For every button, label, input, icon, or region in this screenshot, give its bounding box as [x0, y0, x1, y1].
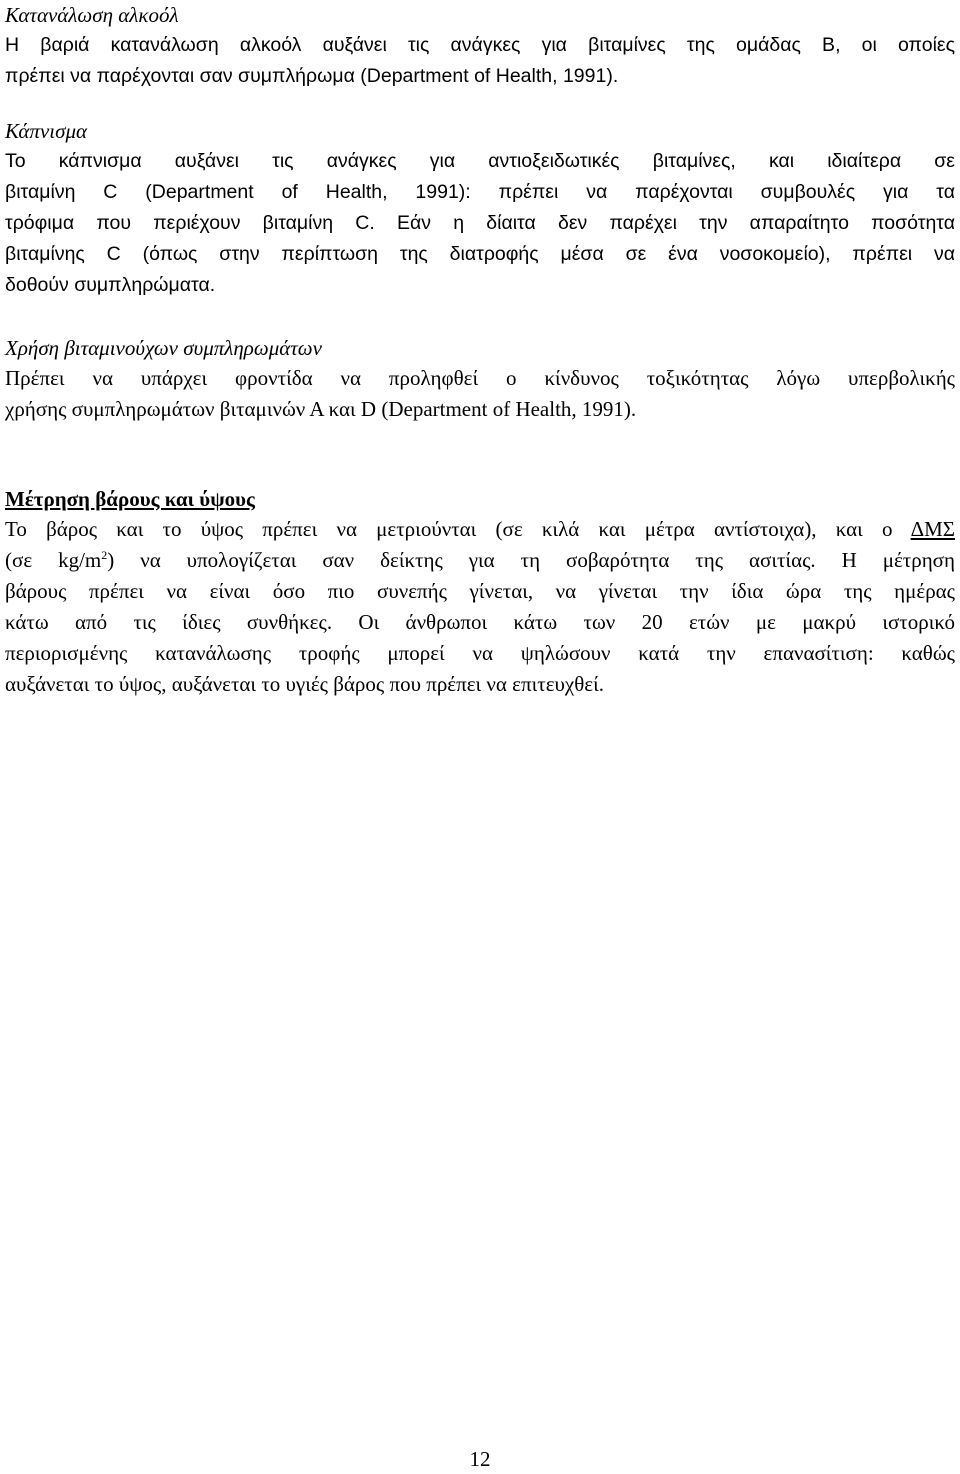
supplements-line-1: Πρέπει να υπάρχει φροντίδα να προληφθεί ο κίνδυνος τοξικότητας λόγω υπερβολικής: [5, 366, 955, 390]
superscript-2: 2: [101, 548, 108, 562]
weight-height-line-2-suffix: ) να υπολογίζεται σαν δείκτης για τη σοβαρότητα της ασιτίας. Η μέτρηση: [107, 548, 955, 572]
bmi-link[interactable]: ΔΜΣ: [910, 517, 955, 541]
alcohol-line-2: πρέπει να παρέχονται σαν συμπλήρωμα (Department of Health, 1991).: [5, 65, 619, 87]
alcohol-paragraph: [5, 30, 955, 92]
smoking-paragraph: [5, 146, 955, 301]
alcohol-heading: Κατανάλωση αλκοόλ: [5, 3, 179, 27]
section-weight-height: [5, 484, 955, 700]
alcohol-line-1: Η βαριά κατανάλωση αλκοόλ αυξάνει τις ανάγκες για βιταμίνες της ομάδας Β, οι οποίες: [5, 34, 955, 56]
weight-height-line-2: [5, 545, 955, 576]
weight-height-line-1-text: Το βάρος και το ύψος πρέπει να μετριούνται (σε κιλά και μέτρα αντίστοιχα), και ο: [5, 517, 911, 541]
smoking-heading: Κάπνισμα: [5, 119, 88, 143]
weight-height-heading: [5, 484, 955, 514]
smoking-line-2: βιταμίνη C (Department of Health, 1991): πρέπει να παρέχονται συμβουλές για τα: [5, 181, 955, 203]
page-number: 12: [469, 1447, 491, 1471]
supplements-paragraph: [5, 363, 955, 425]
section-alcohol: [5, 0, 955, 92]
weight-height-line-6: αυξάνεται το ύψος, αυξάνεται το υγιές βάρος που πρέπει να επιτευχθεί.: [5, 672, 605, 696]
smoking-line-3: τρόφιμα που περιέχουν βιταμίνη C. Εάν η δίαιτα δεν παρέχει την απαραίτητο ποσότητα: [5, 212, 955, 234]
smoking-line-1: Το κάπνισμα αυξάνει τις ανάγκες για αντιοξειδωτικές βιταμίνες, και ιδιαίτερα σε: [5, 150, 955, 172]
smoking-line-4: βιταμίνης C (όπως στην περίπτωση της διατροφής μέσα σε ένα νοσοκομείο), πρέπει να: [5, 243, 955, 265]
weight-height-heading-text: Μέτρηση βάρους και ύψους: [5, 487, 255, 511]
section-smoking: [5, 116, 955, 301]
weight-height-line-4: κάτω από τις ίδιες συνθήκες. Οι άνθρωποι κάτω των 20 ετών με μακρύ ιστορικό: [5, 610, 955, 634]
section-supplements: [5, 333, 955, 425]
weight-height-line-5: περιορισμένης κατανάλωσης τροφής μπορεί να ψηλώσουν κατά την επανασίτιση: καθώς: [5, 641, 955, 665]
weight-height-paragraph: [5, 514, 955, 700]
weight-height-line-1: [5, 514, 955, 545]
supplements-heading: Χρήση βιταμινούχων συμπληρωμάτων: [5, 336, 322, 360]
smoking-line-5: δοθούν συμπληρώματα.: [5, 274, 216, 296]
weight-height-line-2-prefix: (σε kg/m: [5, 548, 102, 572]
supplements-line-2: χρήσης συμπληρωμάτων βιταμινών Α και D (Department of Health, 1991).: [5, 397, 637, 421]
weight-height-line-3: βάρους πρέπει να είναι όσο πιο συνεπής γίνεται, να γίνεται την ίδια ώρα της ημέρας: [5, 579, 955, 603]
